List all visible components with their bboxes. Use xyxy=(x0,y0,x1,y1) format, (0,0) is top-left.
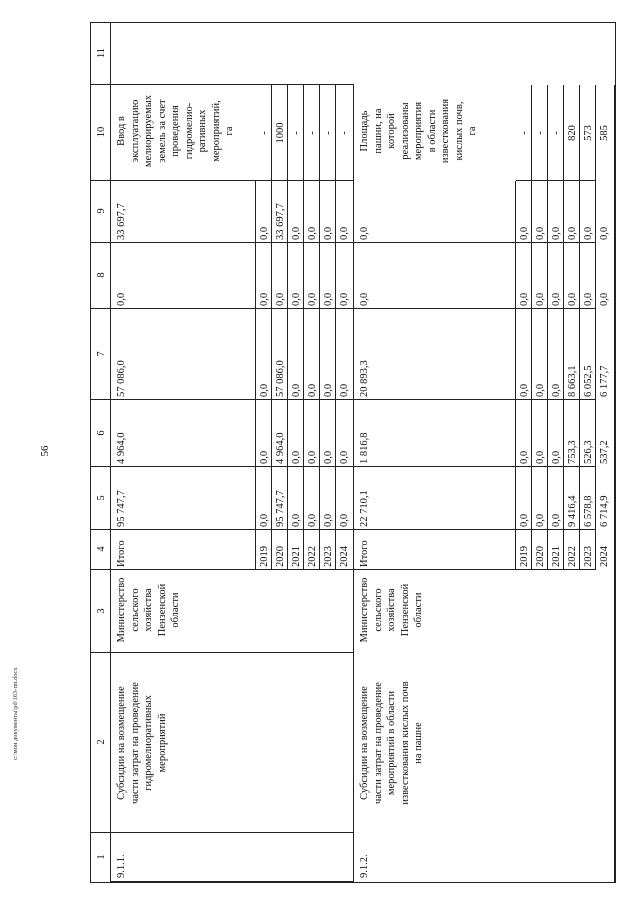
total-cell-col-6 xyxy=(354,400,516,467)
column-number: 7 xyxy=(96,350,107,357)
row-executor: Министерство сельского хозяйства Пензенской области xyxy=(359,577,424,643)
indicator-value: 585 xyxy=(599,125,610,141)
total-cell-col-9 xyxy=(111,181,256,243)
year-value: 0,0 xyxy=(323,226,334,240)
indicator-value: - xyxy=(291,131,302,135)
year-value: 0,0 xyxy=(519,226,530,240)
year-label: 2024 xyxy=(599,546,610,567)
row-number: 9.1.1. xyxy=(116,854,127,878)
indicator-value: - xyxy=(519,131,530,135)
row-name: Субсидии на возмещение части затрат на проведение мероприятий в области известкования кислых почв на пашне xyxy=(359,681,424,805)
total-value: 4 964,0 xyxy=(116,432,127,464)
cell-col-1 xyxy=(111,833,354,882)
total-cell-col-9 xyxy=(354,181,516,243)
year-value: 0,0 xyxy=(567,226,578,240)
year-value: 0,0 xyxy=(535,226,546,240)
year-label: 2020 xyxy=(535,546,546,567)
column-number: 1 xyxy=(96,853,107,860)
page-number: 56 xyxy=(39,445,51,457)
total-cell-col-7 xyxy=(354,309,516,400)
year-label: 2019 xyxy=(259,546,270,567)
year-value: 0,0 xyxy=(583,226,594,240)
year-value: 33 697,7 xyxy=(275,203,286,240)
year-label: 2022 xyxy=(307,546,318,567)
year-value: 95 747,7 xyxy=(275,490,286,527)
year-value: 0,0 xyxy=(323,383,334,397)
year-value: 0,0 xyxy=(291,383,302,397)
year-value: 9 416,4 xyxy=(567,495,578,527)
subsidy-table xyxy=(90,22,616,883)
year-value: 0,0 xyxy=(339,226,350,240)
year-value: 0,0 xyxy=(307,226,318,240)
column-number: 8 xyxy=(96,272,107,278)
year-value: 0,0 xyxy=(551,513,562,527)
year-value: 0,0 xyxy=(519,383,530,397)
year-value: 0,0 xyxy=(567,292,578,306)
year-value: 0,0 xyxy=(551,226,562,240)
year-value: 0,0 xyxy=(339,292,350,306)
year-value: 0,0 xyxy=(259,450,270,464)
column-number: 4 xyxy=(96,546,107,552)
indicator-value: - xyxy=(339,131,350,135)
year-value: 0,0 xyxy=(599,292,610,306)
year-value: 0,0 xyxy=(519,292,530,306)
year-value: 0,0 xyxy=(307,513,318,527)
year-value: 6 578,8 xyxy=(583,495,594,527)
year-value: 0,0 xyxy=(307,292,318,306)
year-label: 2021 xyxy=(291,546,302,567)
total-value: 1 816,8 xyxy=(359,432,370,464)
year-value: 6 177,7 xyxy=(599,365,610,397)
year-label: 2021 xyxy=(551,546,562,567)
total-cell-col-5 xyxy=(111,467,256,530)
year-value: 0,0 xyxy=(291,450,302,464)
row-executor: Министерство сельского хозяйства Пензенской области xyxy=(116,577,181,643)
total-cell-col-8 xyxy=(354,243,516,309)
year-value: 0,0 xyxy=(599,226,610,240)
total-cell-col-4 xyxy=(111,530,256,570)
row-number: 9.1.2. xyxy=(359,854,370,878)
year-value: 6 052,5 xyxy=(583,365,594,397)
year-value: 0,0 xyxy=(519,450,530,464)
row-indicator: Ввод в эксплуатацию мелиорируемых земель за счет проведения гидромелио- ративных мероприятий, га xyxy=(116,94,235,168)
year-value: 0,0 xyxy=(291,513,302,527)
year-value: 0,0 xyxy=(519,513,530,527)
year-value: 0,0 xyxy=(259,226,270,240)
year-value: 0,0 xyxy=(551,450,562,464)
year-label: 2023 xyxy=(323,546,334,567)
indicator-value: 573 xyxy=(583,125,594,141)
total-cell-col-7 xyxy=(111,309,256,400)
total-cell-col-6 xyxy=(111,400,256,467)
year-value: 0,0 xyxy=(323,292,334,306)
column-number: 2 xyxy=(96,739,107,745)
year-value: 0,0 xyxy=(339,450,350,464)
year-label: 2024 xyxy=(339,546,350,567)
year-value: 0,0 xyxy=(535,292,546,306)
total-label: Итого xyxy=(116,540,127,567)
year-value: 0,0 xyxy=(307,450,318,464)
column-number: 11 xyxy=(96,47,107,59)
year-value: 6 714,9 xyxy=(599,495,610,527)
column-number: 10 xyxy=(96,126,107,138)
total-value: 33 697,7 xyxy=(116,203,127,240)
total-value: 0,0 xyxy=(359,226,370,240)
indicator-value: - xyxy=(259,131,270,135)
year-value: 0,0 xyxy=(259,292,270,306)
column-number: 3 xyxy=(96,607,107,614)
row-name: Субсидии на возмещение части затрат на проведение гидромелиоративных мероприятий xyxy=(116,682,168,804)
year-value: 0,0 xyxy=(323,513,334,527)
indicator-value: - xyxy=(535,131,546,135)
column-number: 5 xyxy=(96,494,107,501)
total-label: Итого xyxy=(359,540,370,567)
year-value: 0,0 xyxy=(535,450,546,464)
year-value: 0,0 xyxy=(259,383,270,397)
indicator-value: 1000 xyxy=(275,122,286,144)
column-number: 6 xyxy=(96,429,107,436)
cell-col-1 xyxy=(354,833,615,882)
total-cell-col-5 xyxy=(354,467,516,530)
year-label: 2019 xyxy=(519,546,530,567)
year-value: 0,0 xyxy=(339,383,350,397)
cell-col-11 xyxy=(354,23,615,85)
total-value: 57 086,0 xyxy=(116,360,127,397)
cell-col-11 xyxy=(111,23,354,85)
total-cell-col-8 xyxy=(111,243,256,309)
year-value: 537,2 xyxy=(599,440,610,464)
total-value: 22 710,1 xyxy=(359,490,370,527)
row-indicator: Площадь пашни, на которой реализованы мероприятия в области известкования кислых почв, га xyxy=(359,98,478,164)
indicator-value: - xyxy=(323,131,334,135)
year-label: 2020 xyxy=(275,546,286,567)
year-value: 8 663,1 xyxy=(567,365,578,397)
indicator-value: 820 xyxy=(567,125,578,141)
year-value: 0,0 xyxy=(275,292,286,306)
year-value: 0,0 xyxy=(307,383,318,397)
year-value: 57 086,0 xyxy=(275,360,286,397)
total-value: 0,0 xyxy=(359,292,370,306)
year-value: 0,0 xyxy=(291,292,302,306)
total-value: 20 893,3 xyxy=(359,360,370,397)
year-value: 753,3 xyxy=(567,440,578,464)
year-label: 2022 xyxy=(567,546,578,567)
footer-file-path: c:\мои документы\pd\163-пп.docx xyxy=(12,667,19,760)
total-value: 95 747,7 xyxy=(116,490,127,527)
total-cell-col-4 xyxy=(354,530,516,570)
column-number: 9 xyxy=(96,208,107,214)
indicator-value: - xyxy=(307,131,318,135)
year-value: 0,0 xyxy=(259,513,270,527)
year-value: 0,0 xyxy=(551,383,562,397)
total-value: 0,0 xyxy=(116,292,127,306)
year-value: 0,0 xyxy=(291,226,302,240)
year-value: 0,0 xyxy=(535,383,546,397)
year-value: 0,0 xyxy=(583,292,594,306)
indicator-value: - xyxy=(551,131,562,135)
year-value: 4 964,0 xyxy=(275,432,286,464)
year-value: 0,0 xyxy=(535,513,546,527)
year-value: 0,0 xyxy=(339,513,350,527)
year-value: 0,0 xyxy=(323,450,334,464)
year-label: 2023 xyxy=(583,546,594,567)
year-value: 526,3 xyxy=(583,440,594,464)
year-value: 0,0 xyxy=(551,292,562,306)
